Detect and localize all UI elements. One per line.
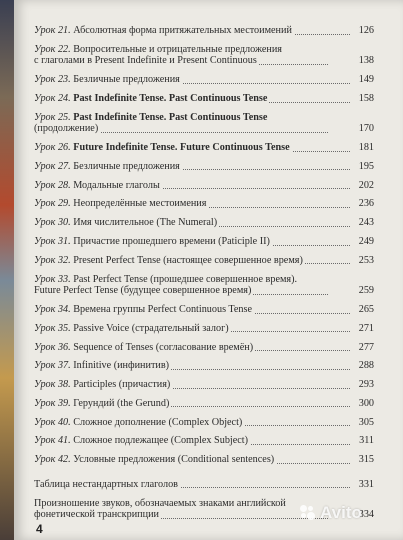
lesson-title: Вопросительные и отрицательные предложения: [73, 43, 282, 55]
lesson-title: Неопределённые местоимения: [73, 198, 207, 210]
lesson-title: Past Indefinite Tense. Past Continuous Tense: [73, 92, 268, 104]
lesson-number: Урок 34.: [34, 303, 71, 315]
toc-entry: [34, 417, 374, 429]
lesson-number: Урок 25.: [34, 111, 71, 123]
toc-entry: [34, 398, 374, 410]
page-ref: 265: [358, 303, 374, 315]
appendix-title: Таблица нестандартных глаголов: [34, 478, 178, 490]
page-ref: 170: [358, 123, 374, 135]
lesson-number: Урок 24.: [34, 92, 71, 104]
page-ref: 236: [358, 198, 374, 210]
book-edge-cover: [0, 0, 14, 540]
lesson-title: Герундий (the Gerund): [73, 397, 170, 409]
lesson-title: Future Indefinite Tense. Future Continuous Tense: [73, 142, 290, 154]
appendix-title: Произношение звуков, обозначаемых знаками английской: [34, 497, 286, 509]
lesson-title: Passive Voice (страдательный залог): [73, 322, 229, 334]
table-of-contents: [34, 25, 374, 521]
lesson-title: Сложное дополнение (Complex Object): [73, 416, 243, 428]
lesson-title: Безличные предложения: [73, 74, 180, 86]
lesson-number: Урок 27.: [34, 160, 71, 172]
page-ref: 293: [358, 379, 374, 391]
lesson-number: Урок 33.: [34, 273, 71, 285]
page-ref: 305: [358, 416, 374, 428]
toc-entry: [34, 304, 374, 316]
lesson-number: Урок 39.: [34, 397, 71, 409]
page-ref: 334: [358, 509, 374, 521]
page-ref: 315: [358, 454, 374, 466]
lesson-title: Условные предложения (Conditional sentences): [73, 454, 275, 466]
toc-entry: [34, 161, 374, 173]
lesson-number: Урок 29.: [34, 198, 71, 210]
lesson-title-cont: Future Perfect Tense (будущее совершенное время): [34, 285, 252, 297]
lesson-title-cont: (продолжение): [34, 123, 99, 135]
page-ref: 271: [358, 322, 374, 334]
lesson-number: Урок 38.: [34, 379, 71, 391]
lesson-number: Урок 26.: [34, 142, 71, 154]
page-ref: 126: [358, 25, 374, 36]
page-ref: 300: [358, 397, 374, 409]
lesson-number: Урок 30.: [34, 217, 71, 229]
toc-entry: [34, 342, 374, 354]
lesson-number: Урок 22.: [34, 43, 71, 55]
toc-entry: [34, 74, 374, 86]
lesson-title: Infinitive (инфинитив): [73, 360, 170, 372]
toc-entry: [34, 454, 374, 466]
toc-entry: [34, 142, 374, 154]
toc-entry: [34, 274, 374, 297]
page-ref: 158: [358, 92, 374, 104]
toc-entry: [34, 435, 374, 447]
toc-entry: [34, 198, 374, 210]
lesson-title: Причастие прошедшего времени (Paticiple II): [73, 236, 270, 247]
lesson-number: Урок 32.: [34, 254, 71, 266]
page-ref: 259: [358, 285, 374, 297]
lesson-title: Сложное подлежащее (Complex Subject): [73, 435, 249, 447]
book-page: [14, 0, 403, 540]
page-ref: 195: [358, 160, 374, 172]
page-ref: 277: [358, 341, 374, 353]
lesson-title: Present Perfect Tense (настоящее совершенное время): [73, 254, 303, 266]
lesson-number: Урок 21.: [34, 25, 71, 36]
toc-entry: [34, 112, 374, 135]
lesson-number: Урок 36.: [34, 341, 71, 353]
lesson-title-cont: с глаголами в Present Indefinite и Present Continuous: [34, 55, 257, 67]
page-ref: 331: [358, 478, 374, 490]
lesson-title: Sequence of Tenses (согласование времён): [73, 341, 254, 353]
toc-entry: [34, 360, 374, 372]
page-number: 4: [36, 522, 43, 536]
lesson-number: Урок 35.: [34, 322, 71, 334]
toc-entry: [34, 25, 374, 37]
page-ref: 253: [358, 254, 374, 266]
lesson-title: Participles (причастия): [73, 379, 171, 391]
watermark-text: Avito: [320, 503, 362, 522]
lesson-title: Имя числительное (The Numeral): [73, 217, 218, 229]
toc-entry: [34, 180, 374, 192]
page-ref: 249: [358, 236, 374, 247]
page-ref: 138: [358, 55, 374, 67]
lesson-title: Модальные глаголы: [73, 179, 160, 191]
lesson-title: Безличные предложения: [73, 160, 180, 172]
lesson-number: Урок 23.: [34, 74, 71, 86]
toc-appendix-entry: [34, 479, 374, 491]
lesson-title: Past Indefinite Tense. Past Continuous Tense: [73, 111, 268, 123]
lesson-number: Урок 40.: [34, 416, 71, 428]
toc-entry: [34, 44, 374, 67]
appendix-title-cont: фонетической транскрипции: [34, 509, 159, 521]
lesson-title: Абсолютная форма притяжательных местоимений: [73, 25, 292, 36]
avito-watermark: [300, 503, 362, 523]
lesson-number: Урок 41.: [34, 435, 71, 447]
page-ref: 181: [358, 142, 374, 154]
page-ref: 288: [358, 360, 374, 372]
page-ref: 243: [358, 217, 374, 229]
lesson-title: Past Perfect Tense (прошедшее совершенное время).: [73, 273, 298, 285]
toc-entry: [34, 236, 374, 248]
lesson-number: Урок 37.: [34, 360, 71, 372]
lesson-number: Урок 31.: [34, 236, 71, 247]
lesson-title: Времена группы Perfect Continuous Tense: [73, 303, 253, 315]
toc-entry: [34, 93, 374, 105]
toc-entry: [34, 323, 374, 335]
toc-entry: [34, 255, 374, 267]
avito-logo-icon: [300, 505, 316, 521]
toc-entry: [34, 217, 374, 229]
page-ref: 202: [358, 179, 374, 191]
page-ref: 311: [359, 435, 374, 447]
lesson-number: Урок 28.: [34, 179, 71, 191]
page-ref: 149: [358, 74, 374, 86]
toc-entry: [34, 379, 374, 391]
lesson-number: Урок 42.: [34, 454, 71, 466]
